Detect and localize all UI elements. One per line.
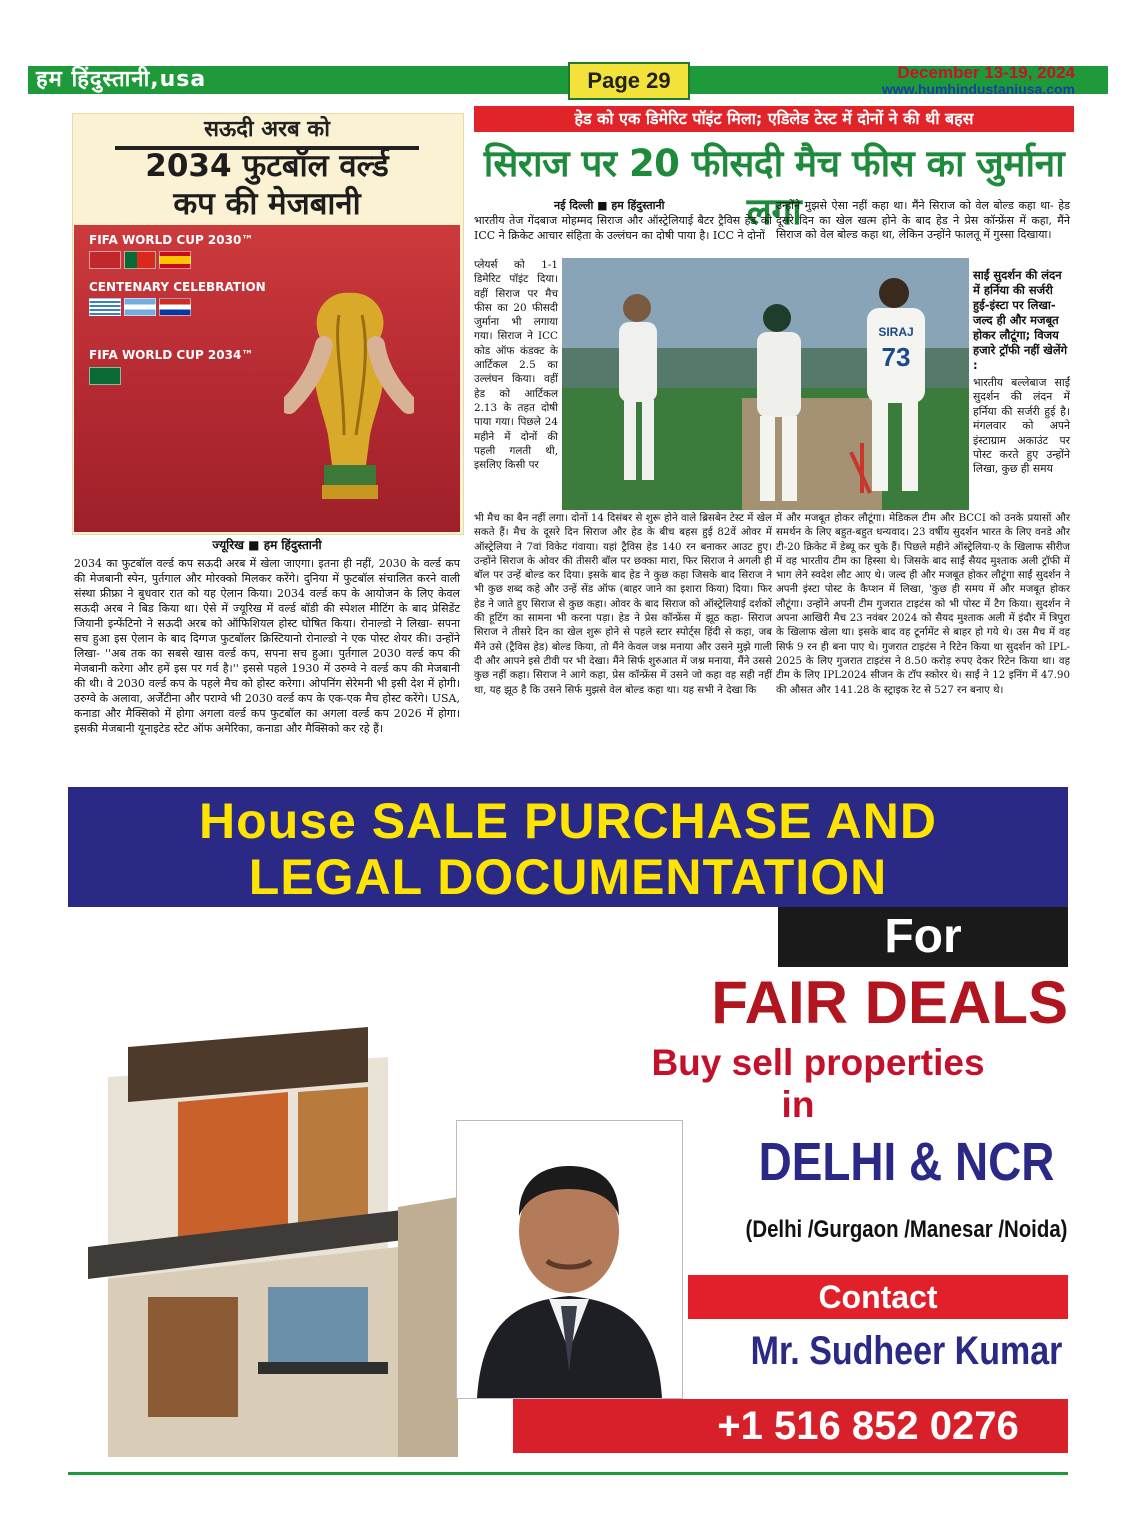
cricket-match-photo bbox=[562, 258, 969, 510]
website-link[interactable]: www.humhindustaniusa.com bbox=[881, 81, 1075, 97]
real-estate-advertisement[interactable] bbox=[68, 787, 1068, 1457]
issue-date: December 13-19, 2024 bbox=[897, 63, 1075, 82]
centenary-label: CENTENARY CELEBRATION bbox=[89, 280, 266, 294]
fifa-2030-label: FIFA WORLD CUP 2030™ bbox=[89, 233, 254, 247]
page-number: Page 29 bbox=[568, 62, 690, 100]
headline-line-2: कप की मेजबानी bbox=[173, 186, 361, 222]
masthead-logo[interactable]: हम हिंदुस्तानी,usa bbox=[36, 67, 207, 92]
right-story-subhead: साईं सुदर्शन की लंदन में हर्निया की सर्जरी हुई-इंस्टा पर लिखा- जल्द ही और मजबूत होकर लौटूंगा; विजय हजारे ट्रॉफी नहीं खेलेंगे : bbox=[973, 268, 1068, 372]
right-story-col2-intro: उन्होंने मुझसे ऐसा नहीं कहा था। मैंने सिराज को वेल बोल्ड कहा था- हेड दूसरे दिन का खेल खत्म होने के बाद हेड ने प्रेस कॉन्फ्रेंस में कहा, मैंने सिराज को वेल बोल्ड कहा था, लेकिन उन्होंने फालतू में गुस्सा दिखाया। bbox=[776, 199, 1070, 242]
right-story-col1-narrow: प्लेयर्स को 1-1 डिमेरिट पॉइंट दिया। वहीं सिराज पर मैच फीस का 20 फीसदी जुर्माना भी लगाया गया। सिराज ने ICC कोड ऑफ कंडक्ट के आर्टिकल 2.5 का उल्लंघन किया। वहीं हेड को आर्टिकल 2.13 के तहत दोषी पाया गया। पिछले 24 महीने में दोनों की पहली गलती थी, इसलिए किसी पर bbox=[474, 259, 558, 472]
left-story-kicker: सऊदी अरब को bbox=[204, 117, 330, 142]
left-story-byline: ज्यूरिख ■ हम हिंदुस्तानी bbox=[212, 538, 322, 552]
person-silhouette bbox=[457, 1121, 682, 1398]
morocco-flag-icon bbox=[89, 251, 121, 269]
right-story-kicker: हेड को एक डिमेरिट पॉइंट मिला; एडिलेड टेस्ट में दोनों ने की थी बहस bbox=[474, 106, 1074, 132]
ad-fair-deals: FAIR DEALS bbox=[711, 969, 1068, 1036]
argentina-flag-icon bbox=[124, 298, 156, 316]
ad-region: DELHI & NCR bbox=[758, 1132, 1055, 1192]
saudi-flag-icon bbox=[89, 367, 121, 385]
ad-contact-label: Contact bbox=[688, 1275, 1068, 1319]
right-story-col1-body: भी मैच का बैन नहीं लगा। दोनों 14 दिसंबर से शुरू होने वाले ब्रिसबेन टेस्ट में खेल सकते हैं। मैच के दूसरे दिन सिराज और हेड के बीच बहस हुई 82वें ओवर में ऑस्ट्रेलिया ने 7वां विकेट गंवाया। यहां ट्रैविस हेड 140 रन बनाकर आउट हुए। उन्होंने सिराज के ओवर की तीसरी बॉल पर छक्का मारा, फिर सिराज ने अगली ही बॉल पर उन्हें बोल्ड कर दिया। इसके बाद हेड ने कुछ कहा जिसके बाद सिराज ने भी कुछ शब्द कहे और उन्हें सेंड ऑफ (बाहर जाने का इशारा किया) दिया। फिर हेड ने जाते हुए सिराज से कुछ कहा। ओवर के बाद सिराज को ऑस्ट्रेलियाई दर्शकों की हूटिंग का सामना भी करना पड़ा। हेड ने प्रेस कॉन्फ्रेंस में झूठ कहा- सिराज सिराज ने तीसरे दिन का खेल शुरू होने से पहले स्टार स्पोर्ट्स हिंदी से कहा, जब मैंने उसे (ट्रैविस हेड) बोल्ड किया, तो मैंने केवल जश्न मनाया और उसने मुझे गाली दी और आपने इसे टीवी पर भी देखा। मैंने सिर्फ शुरुआत में जश्न मनाया, मैंने उससे कुछ नहीं कहा। सिराज ने आगे कहा, प्रेस कॉन्फ्रेंस में उसने जो कहा वह सही नहीं था, यह झूठ है कि उसने सिर्फ मुझसे वेल बोल्ड कहा था। यह सभी ने देखा कि bbox=[474, 513, 772, 696]
left-story-headline bbox=[72, 147, 462, 223]
paraguay-flag-icon bbox=[159, 298, 191, 316]
contact-portrait bbox=[456, 1120, 683, 1399]
right-story-col1-intro: भारतीय तेज गेंदबाज मोहम्मद सिराज और ऑस्ट्रेलियाई बैटर ट्रैविस हेड को ICC ने क्रिकेट आचार संहिता के उल्लंघन का दोषी पाया है। ICC ने दोनों bbox=[474, 214, 772, 242]
ad-title-line-2: LEGAL DOCUMENTATION bbox=[248, 849, 888, 905]
jersey-number: 73 bbox=[881, 342, 911, 372]
fifa-2034-label: FIFA WORLD CUP 2034™ bbox=[89, 348, 254, 362]
ad-phone-number[interactable]: +1 516 852 0276 bbox=[717, 1404, 1019, 1448]
ad-title bbox=[68, 793, 1068, 905]
portugal-flag-icon bbox=[124, 251, 156, 269]
right-story-col2-narrow: भारतीय बल्लेबाज साईं सुदर्शन की लंदन में हर्निया की सर्जरी हुई है। मंगलवार को अपने इंस्टाग्राम अकाउंट पर पोस्ट करते हुए उन्होंने लिखा, कुछ ही समय bbox=[973, 376, 1070, 476]
ad-title-line-1: House SALE PURCHASE AND bbox=[199, 793, 937, 849]
cricketers-illustration bbox=[562, 258, 969, 510]
right-story-byline: नई दिल्ली ■ हम हिंदुस्तानी bbox=[554, 199, 665, 212]
spain-flag-icon bbox=[159, 251, 191, 269]
fifa-world-cup-graphic bbox=[74, 225, 460, 532]
right-story-col2-body: में और मजबूत होकर लौटूंगा। मेडिकल टीम और BCCI को उनके प्रयासों और समर्थन के लिए बहुत-बहुत धन्यवाद। 23 वर्षीय सुदर्शन भारत के लिए वनडे और टी-20 क्रिकेट में डेब्यू कर चुके हैं। पिछले महीने ऑस्ट्रेलिया-ए के खिलाफ सीरीज में वह भारतीय टीम का हिस्सा थे। जिसके बाद साईं सैयद मुश्ताक अली ट्रॉफी में भाग लेने स्वदेश लौट आए थे। जल्द ही और मजबूत होकर लौटूंगा साईं सुदर्शन ने अपनी इंस्टा पोस्ट के कैप्शन में लिखा, 'कुछ ही समय में और मजबूत होकर लौटूंगा। उन्होंने अपनी टीम गुजरात टाइटंस को भी पोस्ट में टैग किया। सुदर्शन ने अपना आखिरी मैच 23 नवंबर 2024 को सैयद मुश्ताक अली में इंदौर में त्रिपुरा के खिलाफ खेला था। इसके बाद वह टूर्नामेंट से बाहर हो गये थे। उस मैच में वह सिर्फ 9 रन ही बना पाए थे। गुजरात टाइटंस ने रिटेन किया था सुदर्शन को IPL-2025 के लिए गुजरात टाइटंस ने 8.50 करोड़ रुपए देकर रिटेन किया था। वह टीम के लिए IPL2024 सीजन के टॉप स्कोरर थे। साईं ने 12 इनिंग में 47.90 की औसत और 141.28 के स्ट्राइक रेट से 527 रन बनाए थे। bbox=[776, 513, 1070, 696]
left-story-body: 2034 का फुटबॉल वर्ल्ड कप सऊदी अरब में खेला जाएगा। इतना ही नहीं, 2030 के वर्ल्ड कप की मेजबानी स्पेन, पुर्तगाल और मोरक्को मिलकर करेंगे। दुनिया में फुटबॉल संचालित करने वाली संस्था फ्रीफ्रा ने बुधवार रात को यह ऐलान किया। 2034 वर्ल्ड कप के आयोजन के लिए केवल सऊदी अरब ने बिड किया था। ऐसे में ज्यूरिख में वर्ल्ड बॉडी की स्पेशल मीटिंग के बाद प्रेसिडेंट जियानी इन्फेंटिनो ने सऊदी अरब को ऑफिशियल होस्ट घोषित किया। रोनाल्डो ने लिखा- सपना सच हुआ इस ऐलान के बाद दिग्गज फुटबॉलर क्रिस्टियानो रोनाल्डो ने एक पोस्ट शेयर की। उन्होंने लिखा- ''अब तक का सबसे खास वर्ल्ड कप, सपना सच हुआ। पुर्तगाल 2030 वर्ल्ड कप की मेजबानी करेगा और हमें इस पर गर्व है।'' इससे पहले 1930 में उरुग्वे ने वर्ल्ड कप की मेजबानी की थी। वे 2030 वर्ल्ड कप के पहले मैच को होस्ट करेगा। ओपनिंग सेरेमनी भी इसी देश में होगी। उरुग्वे के अलावा, अर्जेंटीना और पराग्वे भी 2030 वर्ल्ड कप के एक-एक मैच होस्ट करेंगे। USA, कनाडा और मैक्सिको में होगा अगला वर्ल्ड कप फुटबॉल का अगला वर्ल्ड कप 2026 में होगा। इसकी मेजबानी यूनाइटेड स्टेट ऑफ अमेरिका, कनाडा और मैक्सिको कर रहे हैं। bbox=[74, 557, 460, 735]
ad-in: in bbox=[781, 1084, 815, 1125]
ad-cities: (Delhi /Gurgaon /Manesar /Noida) bbox=[745, 1216, 1068, 1243]
ad-buy-sell: Buy sell properties bbox=[651, 1042, 985, 1083]
uruguay-flag-icon bbox=[89, 298, 121, 316]
page-footer-rule bbox=[68, 1472, 1068, 1475]
jersey-name: SIRAJ bbox=[878, 325, 914, 339]
ad-for-label: For bbox=[778, 907, 1068, 967]
world-cup-trophy-icon bbox=[284, 285, 414, 525]
headline-line-1: 2034 फुटबॉल वर्ल्ड bbox=[145, 148, 389, 184]
ad-contact-name: Mr. Sudheer Kumar bbox=[750, 1329, 1063, 1373]
right-story-headline: सिराज पर 20 फीसदी मैच फीस का जुर्माना लगा bbox=[483, 142, 1065, 233]
